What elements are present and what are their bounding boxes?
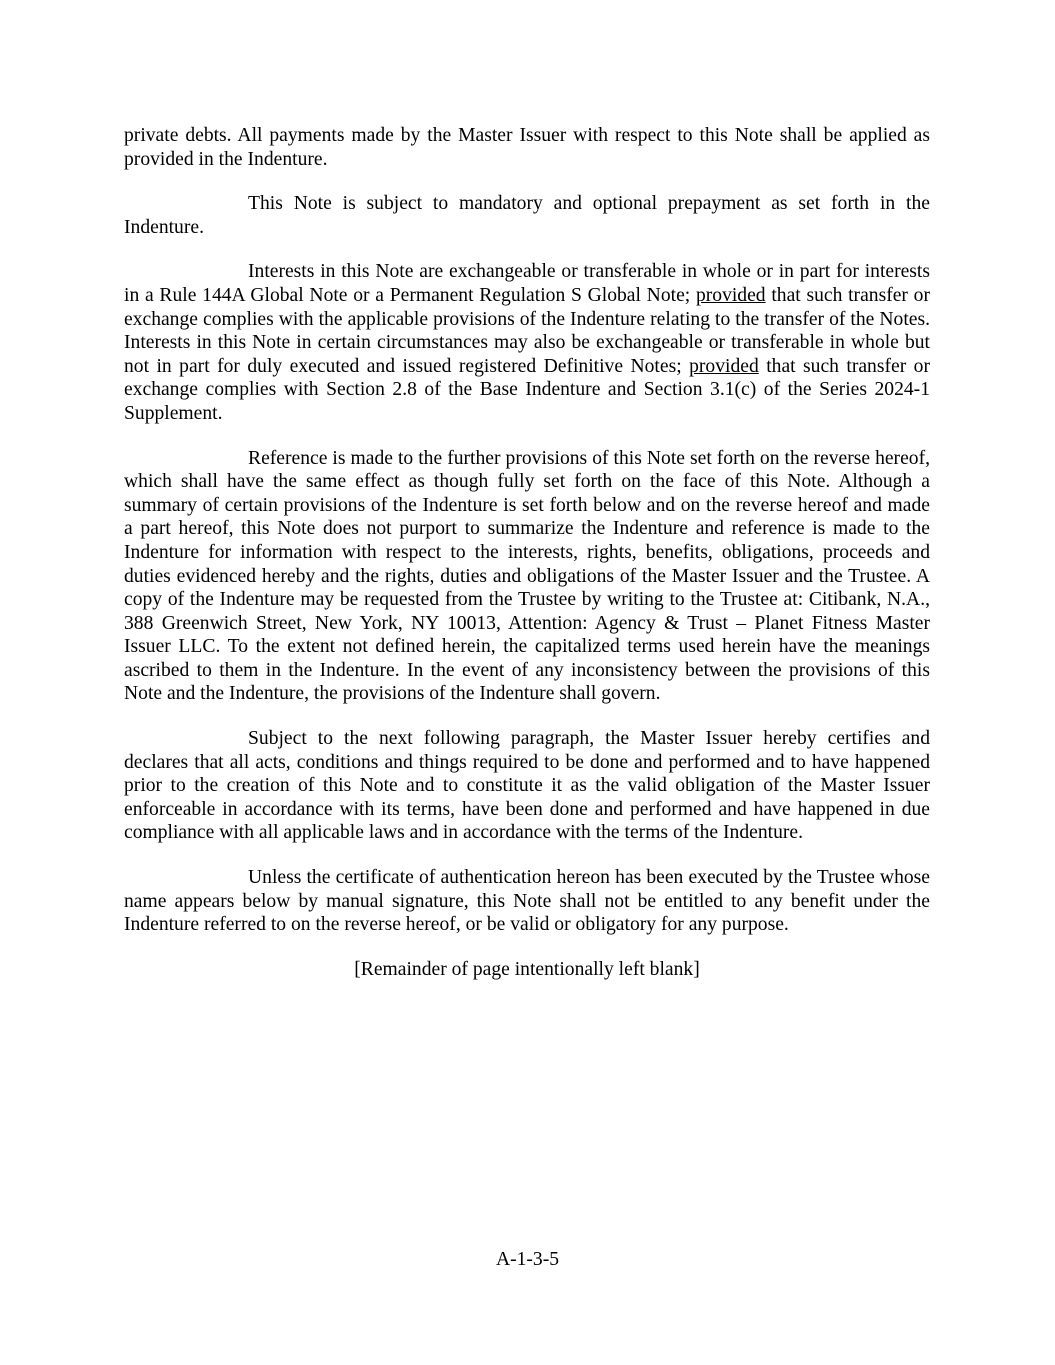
paragraph-authentication: Unless the certificate of authentication hereon has been executed by the Trustee whose name appears below by manual signature, this Note shall not be entitled to any benefit under the Indenture referred to on the reverse hereof, or be valid or obligatory for any purpose. xyxy=(124,867,930,936)
provided-term-2: provided xyxy=(689,355,759,377)
page-number: A-1-3-5 xyxy=(495,1249,560,1270)
document-page xyxy=(124,124,930,1002)
exchange-text-3: that such transfer or exchange complies with Section 2.8 of the Base Indenture and Section 3.1(c) of the Series 2024-1 Supplement. xyxy=(124,355,930,424)
paragraph-exchange xyxy=(124,260,930,425)
paragraph-reference: Reference is made to the further provisions of this Note set forth on the reverse hereof, which shall have the same effect as though fully set forth on the face of this Note. Although a summary of certain provisions of the Indenture is set forth below and on the reverse hereof and made a part hereof, this Note does not purport to summarize the Indenture and reference is made to the Indenture for information with respect to the interests, rights, benefits, obligations, proceeds and duties evidenced hereby and the rights, duties and obligations of the Master Issuer and the Trustee. A copy of the Indenture may be requested from the Trustee by writing to the Trustee at: Citibank, N.A., 388 Greenwich Street, New York, NY 10013, Attention: Agency & Trust – Planet Fitness Master Issuer LLC. To the extent not defined herein, the capitalized terms used herein have the meanings ascribed to them in the Indenture. In the event of any inconsistency between the provisions of this Note and the Indenture, the provisions of the Indenture shall govern. xyxy=(124,447,930,705)
provided-term-1: provided xyxy=(695,284,766,306)
exchange-text-1: Interests in this Note are exchangeable or transferable in whole or in part for interests in a Rule 144A Global Note or a Permanent Regulation S Global Note; xyxy=(124,261,930,306)
paragraph-payments: private debts. All payments made by the Master Issuer with respect to this Note shall be applied as provided in the Indenture. xyxy=(124,125,930,170)
paragraph-prepayment: This Note is subject to mandatory and optional prepayment as set forth in the Indenture. xyxy=(124,193,930,238)
paragraph-certification: Subject to the next following paragraph, the Master Issuer hereby certifies and declares that all acts, conditions and things required to be done and performed and to have happened prior to the creation of this Note and to constitute it as the valid obligation of the Master Issuer enforceable in accordance with its terms, have been done and performed and have happened in due compliance with all applicable laws and in accordance with the terms of the Indenture. xyxy=(124,728,930,844)
remainder-note: [Remainder of page intentionally left blank] xyxy=(354,958,700,980)
exchange-text-2: that such transfer or exchange complies with the applicable provisions of the Indenture relating to the transfer of the Notes. Interests in this Note in certain circumstances may also be exchangeable or transferable in whole but not in part for duly executed and issued registered Definitive Notes; xyxy=(124,284,931,377)
